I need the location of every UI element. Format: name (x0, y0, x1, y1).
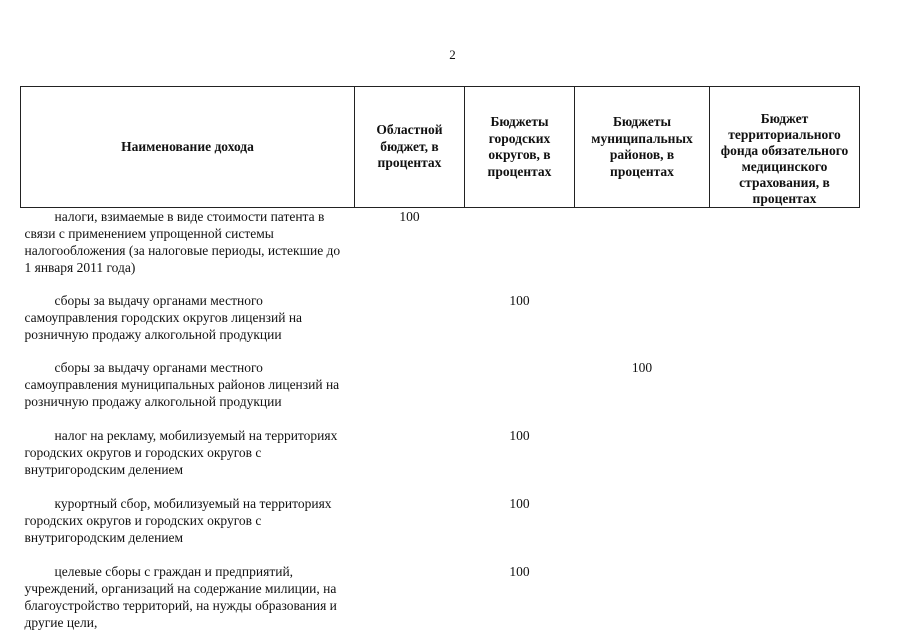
table-row (21, 359, 860, 427)
foms-percent-cell (710, 563, 860, 631)
municipal-percent-cell (575, 563, 710, 631)
table-row (21, 208, 860, 293)
city-percent-cell (465, 292, 575, 359)
oblast-percent-cell (355, 208, 465, 293)
municipal-percent-cell (575, 208, 710, 293)
header-foms-budget: Бюджет территориального фонда обязательного медицинского страхования, в процентах (710, 87, 860, 208)
city-percent-value: 100 (509, 293, 530, 308)
income-name-cell (21, 427, 355, 495)
foms-percent-cell (710, 292, 860, 359)
page-number: 2 (449, 47, 456, 62)
table-body (21, 208, 860, 632)
header-municipal-district-budgets: Бюджеты муниципальных районов, в процентах (575, 87, 710, 208)
city-percent-cell (465, 427, 575, 495)
foms-percent-cell (710, 359, 860, 427)
header-city-district-budgets: Бюджеты городских округов, в процентах (465, 87, 575, 208)
income-name-text: курортный сбор, мобилизуемый на территориях городских округов и городских округов с внутригородским делением (24, 496, 332, 545)
city-percent-cell (465, 359, 575, 427)
oblast-percent-cell (355, 359, 465, 427)
income-name-cell (21, 495, 355, 563)
oblast-percent-cell (355, 427, 465, 495)
income-name-text: сборы за выдачу органами местного самоуправления муниципальных районов лицензий на розничную продажу алкогольной продукции (24, 360, 340, 409)
table-header (21, 87, 860, 208)
foms-percent-cell (710, 208, 860, 293)
table-row (21, 495, 860, 563)
oblast-percent-cell (355, 563, 465, 631)
municipal-percent-value: 100 (631, 360, 653, 375)
table-row (21, 292, 860, 359)
table-row (21, 427, 860, 495)
table-row (21, 563, 860, 631)
oblast-percent-cell (355, 495, 465, 563)
city-percent-cell (465, 208, 575, 293)
city-percent-value: 100 (509, 496, 530, 511)
city-percent-value: 100 (509, 564, 530, 579)
oblast-percent-cell (355, 292, 465, 359)
income-name-cell (21, 563, 355, 631)
municipal-percent-cell (575, 427, 710, 495)
income-distribution-table (20, 86, 860, 631)
header-income-name: Наименование дохода (21, 87, 355, 208)
city-percent-value: 100 (509, 428, 530, 443)
municipal-percent-cell (575, 359, 710, 427)
income-name-text: налог на рекламу, мобилизуемый на территориях городских округов и городских округов с внутригородским делением (24, 428, 338, 477)
foms-percent-cell (710, 427, 860, 495)
municipal-percent-cell (575, 495, 710, 563)
municipal-percent-cell (575, 292, 710, 359)
oblast-percent-value: 100 (399, 209, 420, 224)
header-oblast-budget: Областной бюджет, в процентах (355, 87, 465, 208)
foms-percent-cell (710, 495, 860, 563)
income-name-cell (21, 292, 355, 359)
income-name-cell (21, 359, 355, 427)
income-name-cell (21, 208, 355, 293)
city-percent-cell (465, 563, 575, 631)
income-name-text: сборы за выдачу органами местного самоуправления городских округов лицензий на розничную продажу алкогольной продукции (24, 293, 303, 342)
city-percent-cell (465, 495, 575, 563)
income-name-text: целевые сборы с граждан и предприятий, учреждений, организаций на содержание милиции, на благоустройство территорий, на нужды образования и другие цели, (24, 564, 337, 630)
income-name-text: налоги, взимаемые в виде стоимости патента в связи с применением упрощенной системы налогообложения (за налоговые периоды, истекшие до 1 января 2011 года) (24, 209, 341, 275)
